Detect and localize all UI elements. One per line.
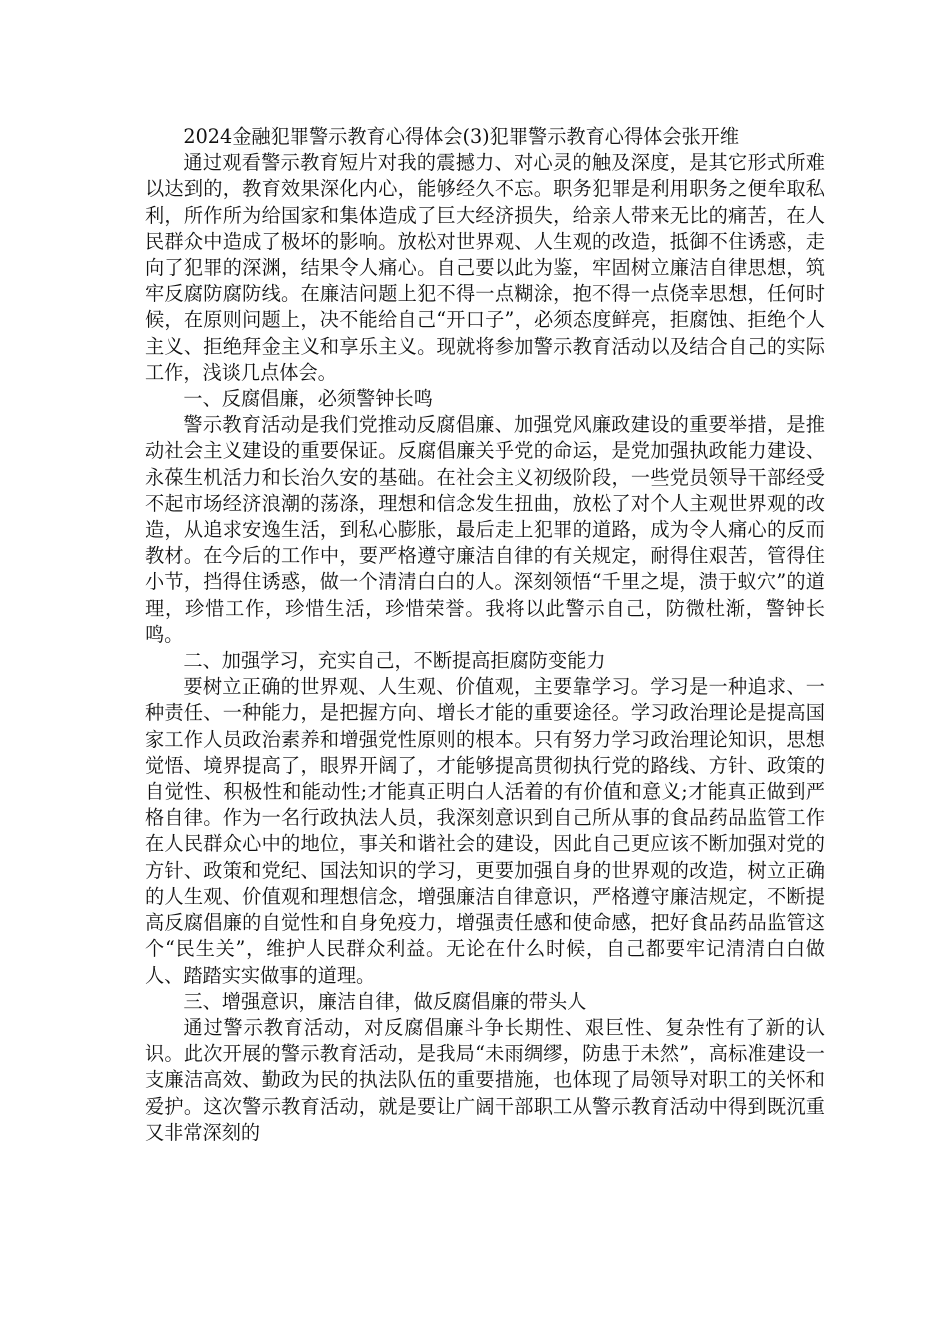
section-heading-3: 三、增强意识，廉洁自律，做反腐倡廉的带头人 — [183, 989, 587, 1013]
section-heading-1: 一、反腐倡廉，必须警钟长鸣 — [183, 387, 433, 411]
paragraph-section-3: 通过警示教育活动，对反腐倡廉斗争长期性、艰巨性、复杂性有了新的认识。此次开展的警示教育活动，是我局“未雨绸缪，防患于未然”，高标准建设一支廉洁高效、勤政为民的执法队伍的重要措施，也体现了局领导对职工的关怀和爱护。这次警示教育活动，就是要让广阔干部职工从警示教育活动中得到既沉重又非常深刻的 — [145, 1015, 825, 1144]
document-title: 2024金融犯罪警示教育心得体会(3)犯罪警示教育心得体会张开维 — [183, 125, 740, 148]
paragraph-section-2: 要树立正确的世界观、人生观、价值观，主要靠学习。学习是一种追求、一种责任、一种能力，是把握方向、增长才能的重要途径。学习政治理论是提高国家工作人员政治素养和增强党性原则的根本。只有努力学习政治理论知识，思想觉悟、境界提高了，眼界开阔了，才能够提高贯彻执行党的路线、方针、政策的自觉性、积极性和能动性;才能真正明白人活着的有价值和意义;才能真正做到严格自律。作为一名行政执法人员，我深刻意识到自己所从事的食品药品监管工作在人民群众心中的地位，事关和谐社会的建设，因此自己更应该不断加强对党的方针、政策和党纪、国法知识的学习，更要加强自身的世界观的改造，树立正确的人生观、价值观和理想信念，增强廉洁自律意识，严格遵守廉洁规定，不断提高反腐倡廉的自觉性和自身免疫力，增强责任感和使命感，把好食品药品监管这个“民生关”，维护人民群众利益。无论在什么时候，自己都要牢记清清白白做人、踏踏实实做事的道理。 — [145, 675, 825, 987]
document-page — [145, 124, 825, 1146]
paragraph-section-1: 警示教育活动是我们党推动反腐倡廉、加强党风廉政建设的重要举措，是推动社会主义建设的重要保证。反腐倡廉关乎党的命运，是党加强执政能力建设、永葆生机活力和长治久安的基础。在社会主义初级阶段，一些党员领导干部经受不起市场经济浪潮的荡涤，理想和信念发生扭曲，放松了对个人主观世界观的改造，从追求安逸生活，到私心膨胀，最后走上犯罪的道路，成为令人痛心的反而教材。在今后的工作中，要严格遵守廉洁自律的有关规定，耐得住艰苦，管得住小节，挡得住诱惑，做一个清清白白的人。深刻领悟“千里之堤，溃于蚁穴”的道理，珍惜工作，珍惜生活，珍惜荣誉。我将以此警示自己，防微杜渐，警钟长鸣。 — [145, 413, 825, 646]
section-heading-2: 二、加强学习，充实自己，不断提高拒腐防变能力 — [183, 649, 606, 673]
paragraph-intro: 通过观看警示教育短片对我的震撼力、对心灵的触及深度，是其它形式所难以达到的，教育效果深化内心，能够经久不忘。职务犯罪是利用职务之便牟取私利，所作所为给国家和集体造成了巨大经济损失，给亲人带来无比的痛苦，在人民群众中造成了极坏的影响。放松对世界观、人生观的改造，抵御不住诱惑，走向了犯罪的深渊，结果令人痛心。自己要以此为鉴，牢固树立廉洁自律思想，筑牢反腐防腐防线。在廉洁问题上犯不得一点糊涂，抱不得一点侥幸思想，任何时候，在原则问题上，决不能给自己“开口子”，必须态度鲜亮，拒腐蚀、拒绝个人主义、拒绝拜金主义和享乐主义。现就将参加警示教育活动以及结合自己的实际工作，浅谈几点体会。 — [145, 151, 825, 384]
